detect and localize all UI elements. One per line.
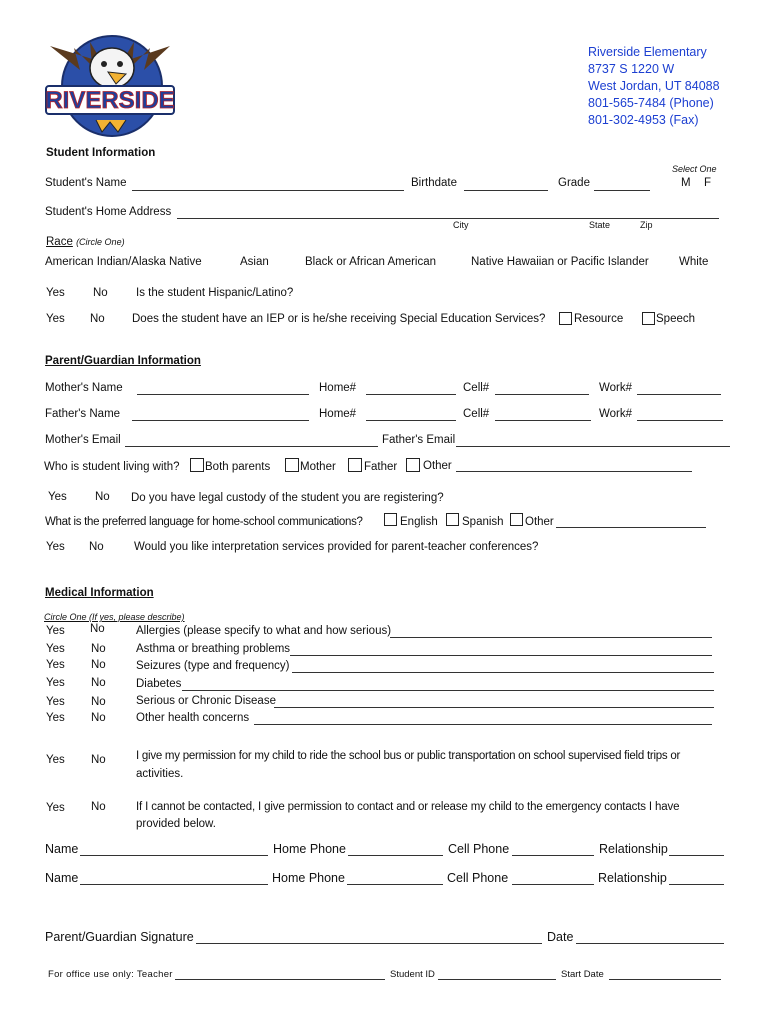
emergency-relationship-field[interactable] [669,884,724,885]
parent-section-heading: Parent/Guardian Information [45,355,201,367]
mother-email-field[interactable] [125,446,378,447]
custody-question: Do you have legal custody of the student you are registering? [131,492,444,504]
medical-yes[interactable]: Yes [46,712,65,724]
hispanic-question: Is the student Hispanic/Latino? [136,287,294,299]
both-parents-label: Both parents [205,461,271,473]
school-logo [40,28,180,140]
both-parents-checkbox[interactable] [190,458,204,472]
speech-label: Speech [656,313,696,325]
custody-no[interactable]: No [95,491,110,503]
zip-caption: Zip [640,220,653,230]
logo-wordmark: RIVERSIDE [45,87,175,114]
medical-item-label: Seizures (type and frequency) [136,660,290,672]
father-cell-label: Cell# [463,408,490,420]
bus-permission-line1: I give my permission for my child to ride the school bus or public transportation on school supervised field trips or [136,750,681,762]
grade-label: Grade [558,177,590,189]
english-checkbox[interactable] [384,513,397,526]
father-work-field[interactable] [637,420,723,421]
father-name-label: Father's Name [45,408,121,420]
emergency-cell-label: Cell Phone [448,842,510,856]
interp-yes[interactable]: Yes [46,541,65,553]
medical-yes[interactable]: Yes [46,643,65,655]
medical-item-field[interactable] [292,672,714,673]
father-email-field[interactable] [456,446,730,447]
spanish-checkbox[interactable] [446,513,459,526]
signature-label: Parent/Guardian Signature [45,930,194,944]
medical-item-label: Diabetes [136,678,182,690]
mother-home-label: Home# [319,382,357,394]
state-caption: State [589,220,611,230]
race-hint: (Circle One) [76,237,125,247]
father-cell-field[interactable] [495,420,591,421]
home-address-field[interactable] [177,218,719,219]
student-name-label: Student's Name [45,177,127,189]
emergency-home-field[interactable] [347,884,443,885]
contact-permission-line2: provided below. [136,818,216,830]
gender-f-option[interactable]: F [704,177,712,189]
office-student-id-field[interactable] [438,979,556,980]
school-fax: 801-302-4953 (Fax) [588,113,699,127]
signature-field[interactable] [196,943,542,944]
medical-no[interactable]: No [91,712,106,724]
grade-field[interactable] [594,190,650,191]
language-question: What is the preferred language for home-school communications? [45,516,363,528]
father-email-label: Father's Email [382,434,456,446]
mother-email-label: Mother's Email [45,434,121,446]
medical-yes[interactable]: Yes [46,625,65,637]
other-checkbox[interactable] [406,458,420,472]
emergency-relationship-label: Relationship [599,842,668,856]
emergency-cell-field[interactable] [512,855,594,856]
living-with-question: Who is student living with? [44,461,180,473]
office-teacher-label: For office use only: Teacher [48,969,173,980]
race-option[interactable]: White [679,256,709,268]
office-teacher-field[interactable] [175,979,385,980]
emergency-home-label: Home Phone [273,842,346,856]
emergency-name-label: Name [45,871,79,885]
father-work-label: Work# [599,408,633,420]
medical-yes[interactable]: Yes [46,677,65,689]
birthdate-label: Birthdate [411,177,458,189]
resource-label: Resource [574,313,624,325]
race-option[interactable]: Native Hawaiian or Pacific Islander [471,256,649,268]
medical-section-heading: Medical Information [45,587,154,599]
bus-yes[interactable]: Yes [46,754,65,766]
mother-work-field[interactable] [637,394,721,395]
medical-no[interactable]: No [91,659,106,671]
signature-date-label: Date [547,930,574,944]
school-city: West Jordan, UT 84088 [588,79,720,93]
race-option[interactable]: Black or African American [305,256,437,268]
select-one-hint: Select One [672,164,717,174]
speech-checkbox[interactable] [642,312,655,325]
race-option[interactable]: Asian [240,256,269,268]
mother-name-label: Mother's Name [45,382,123,394]
medical-item-label: Allergies (please specify to what and how serious) [136,625,392,637]
bus-no[interactable]: No [91,754,106,766]
medical-no[interactable]: No [90,623,105,635]
iep-question: Does the student have an IEP or is he/she receiving Special Education Services? [132,313,546,325]
father-home-label: Home# [319,408,357,420]
custody-yes[interactable]: Yes [48,491,67,503]
emergency-home-label: Home Phone [272,871,345,885]
city-caption: City [453,220,469,230]
mother-label: Mother [300,461,336,473]
contact-yes[interactable]: Yes [46,802,65,814]
hispanic-no[interactable]: No [93,287,108,299]
medical-no[interactable]: No [91,643,106,655]
father-home-field[interactable] [366,420,456,421]
medical-item-field[interactable] [390,637,712,638]
emergency-home-field[interactable] [348,855,443,856]
student-section-heading: Student Information [46,147,156,159]
language-other-field[interactable] [556,527,706,528]
interp-question: Would you like interpretation services provided for parent-teacher conferences? [134,541,539,553]
school-address [588,44,720,129]
circle-one-hint: Circle One (If yes, please describe) [44,612,185,622]
emergency-cell-label: Cell Phone [447,871,509,885]
mother-home-field[interactable] [366,394,456,395]
mother-checkbox[interactable] [285,458,299,472]
father-label: Father [364,461,398,473]
emergency-relationship-label: Relationship [598,871,667,885]
medical-item-label: Serious or Chronic Disease [136,695,276,707]
school-phone: 801-565-7484 (Phone) [588,96,714,110]
medical-item-label: Other health concerns [136,712,250,724]
medical-no[interactable]: No [91,696,106,708]
other-living-field[interactable] [456,471,692,472]
emergency-name-field[interactable] [80,884,268,885]
medical-no[interactable]: No [91,677,106,689]
mother-name-field[interactable] [137,394,309,395]
emergency-name-label: Name [45,842,79,856]
language-other-checkbox[interactable] [510,513,523,526]
emergency-relationship-field[interactable] [669,855,724,856]
resource-checkbox[interactable] [559,312,572,325]
other-label: Other [423,460,452,472]
birthdate-field[interactable] [464,190,548,191]
signature-date-field[interactable] [576,943,724,944]
mother-work-label: Work# [599,382,633,394]
student-name-field[interactable] [132,190,404,191]
spanish-label: Spanish [462,516,504,528]
race-label: Race [46,236,73,248]
hispanic-yes[interactable]: Yes [46,287,65,299]
mother-cell-label: Cell# [463,382,490,394]
school-name: Riverside Elementary [588,45,707,59]
medical-item-label: Asthma or breathing problems [136,643,291,655]
medical-item-field[interactable] [274,707,714,708]
medical-item-field[interactable] [290,655,712,656]
office-start-date-label: Start Date [561,969,604,980]
language-other-label: Other [525,516,554,528]
iep-no[interactable]: No [90,313,105,325]
contact-no[interactable]: No [91,801,106,813]
home-address-label: Student's Home Address [45,206,172,218]
office-student-id-label: Student ID [390,969,435,980]
interp-no[interactable]: No [89,541,104,553]
bus-permission-line2: activities. [136,768,184,780]
office-start-date-field[interactable] [609,979,721,980]
race-option[interactable]: American Indian/Alaska Native [45,256,202,268]
medical-yes[interactable]: Yes [46,696,65,708]
father-name-field[interactable] [132,420,309,421]
medical-yes[interactable]: Yes [46,659,65,671]
medical-item-field[interactable] [254,724,712,725]
english-label: English [400,516,438,528]
school-street: 8737 S 1220 W [588,62,675,76]
medical-item-field[interactable] [182,690,714,691]
iep-yes[interactable]: Yes [46,313,65,325]
father-checkbox[interactable] [348,458,362,472]
race-heading [46,236,125,248]
contact-permission-line1: If I cannot be contacted, I give permission to contact and or release my child to the emergency contacts I have [136,801,680,813]
emergency-name-field[interactable] [80,855,268,856]
emergency-cell-field[interactable] [512,884,594,885]
mother-cell-field[interactable] [495,394,589,395]
gender-m-option[interactable]: M [681,177,691,189]
